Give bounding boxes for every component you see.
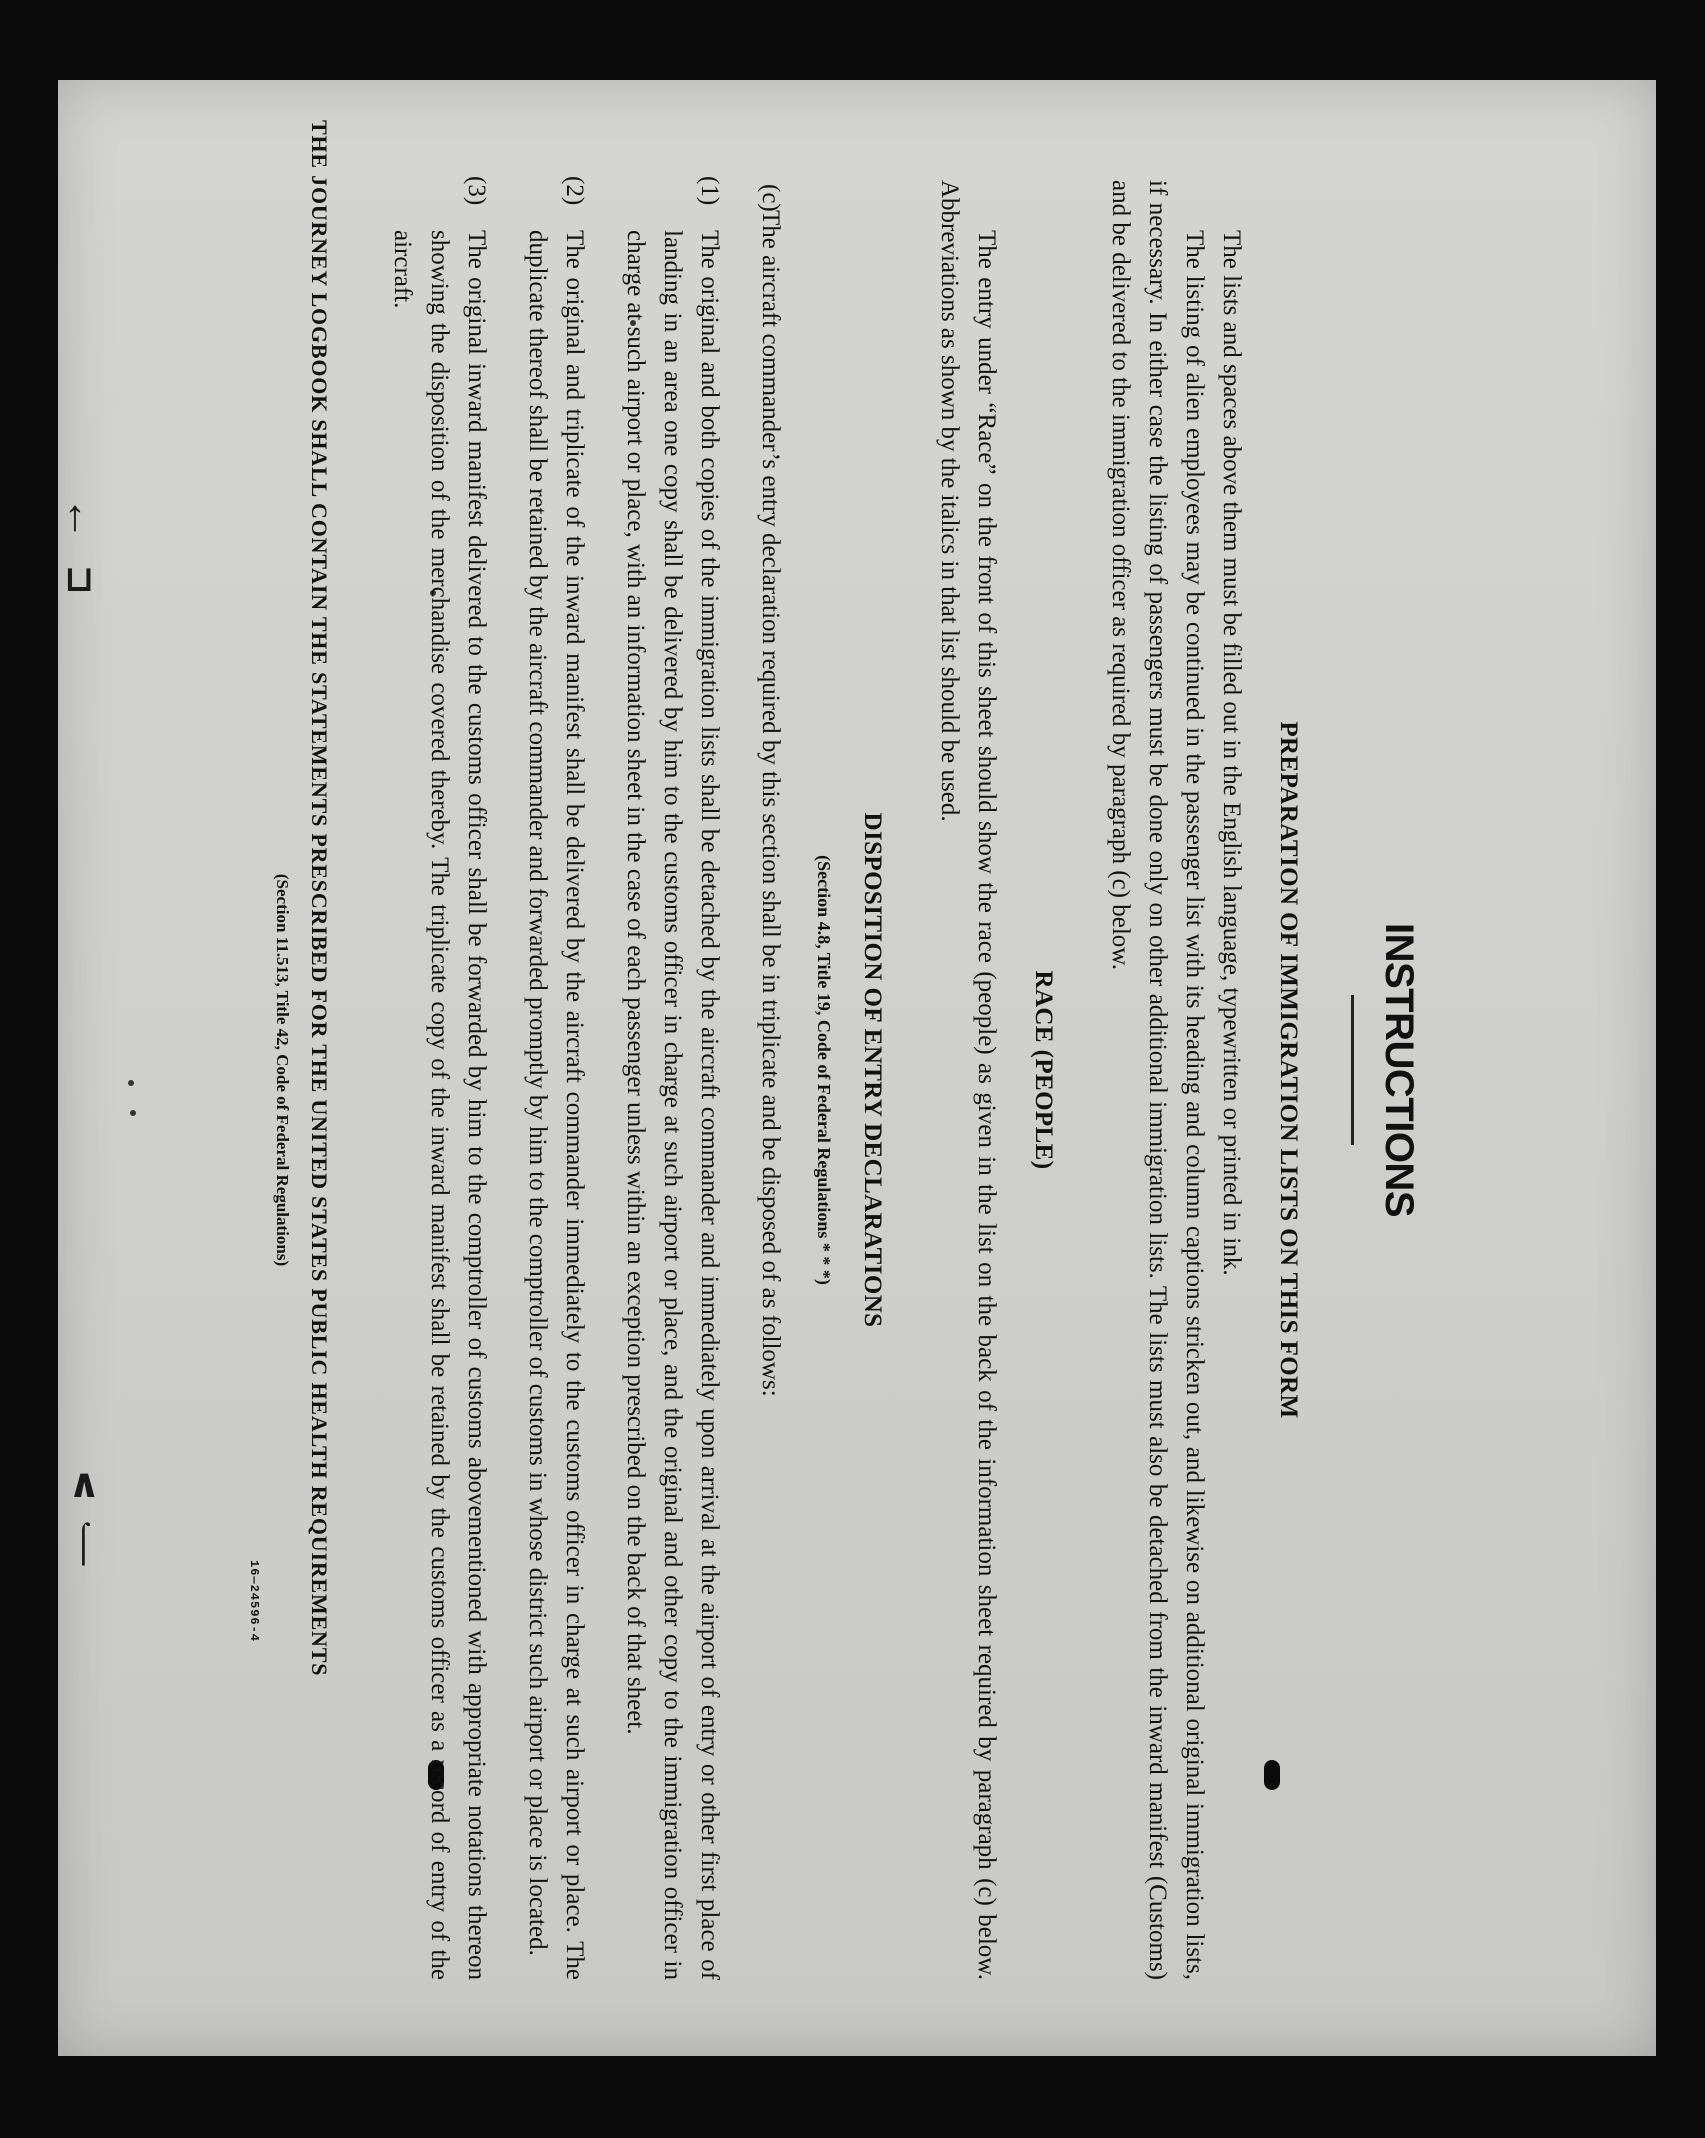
handwritten-mark: ↑ bbox=[64, 491, 86, 540]
rotated-content bbox=[177, 120, 1537, 2020]
preparation-paragraph-1: The lists and spaces above them must be filled out in the English language, typewritten or printed in ink. bbox=[1218, 230, 1245, 1276]
list-item bbox=[519, 120, 593, 1980]
paragraph-c-text: The aircraft commander’s entry declaration required by this section shall be in triplicate and be disposed of as follows: bbox=[757, 210, 784, 1397]
handwritten-mark: ∧ bbox=[68, 1461, 101, 1506]
handwritten-mark: ⌠ bbox=[72, 1521, 95, 1563]
list-item-number: (1) bbox=[696, 176, 723, 206]
form-number: 16—24596-4 bbox=[247, 1560, 261, 1643]
list-item-text: The original and both copies of the immigration lists shall be detached by the aircraft commander and immediately upon arrival at the airport of entry or other first place of landing in an area one copy shall be delivered by him to the customs officer in charge at such airport or place, and the original and other copy to the immigration officer in charge at such airport or place, with an information sheet in the case of each passenger unless within an exception prescribed on the back of that sheet. bbox=[622, 230, 723, 1980]
footer-statement: THE JOURNEY LOGBOOK SHALL CONTAIN THE STATEMENTS PRESCRIBED FOR THE UNITED STATES PUBLIC HEALTH REQUIREMENTS bbox=[307, 120, 332, 1677]
list-item-number: (3) bbox=[463, 176, 490, 206]
paragraph-c bbox=[752, 120, 789, 1980]
section-heading-preparation: PREPARATION OF IMMIGRATION LISTS ON THIS FORM bbox=[1275, 721, 1302, 1419]
list-item-text: The original inward manifest delivered to the customs officer shall be forwarded by him to the comptroller of customs abovementioned with appropriate notations thereon showing the disposition of the merchandise covered thereby. The triplicate copy of the inward manifest shall be retained by the customs officer as a record of entry of the aircraft. bbox=[389, 230, 490, 1980]
section-heading-disposition: DISPOSITION OF ENTRY DECLARATIONS bbox=[859, 812, 886, 1328]
list-item bbox=[384, 120, 495, 1980]
section-heading-race: RACE (PEOPLE) bbox=[1030, 970, 1057, 1170]
preparation-paragraph-2: The listing of alien employees may be continued in the passenger list with its heading and column captions stricken out, and likewise on additional original immigration lists, if necessary. In either case the listing of passengers must be done only on other additional immigration lists. The lists must also be detached from the inward manifest (Customs) and be delivered to the immigration officer as required by paragraph (c) below. bbox=[1107, 180, 1208, 1980]
list-item-text: The original and triplicate of the inward manifest shall be delivered by the aircraft commander immediately to the customs officer in charge at such airport or place. The duplicate thereof shall be retained by the aircraft commander and forwarded promptly by him to the comptroller of customs in whose district such airport or place is located. bbox=[524, 230, 588, 1980]
handwritten-mark: ⊔ bbox=[64, 559, 95, 599]
scan-dot bbox=[130, 1110, 136, 1116]
race-paragraph: The entry under “Race” on the front of this sheet should show the race (people) as given in the list on the back of the information sheet required by paragraph (c) below. Abbreviations as shown by the italics in that list should be used. bbox=[936, 180, 1000, 1980]
footer-citation: (Section 11.513, Title 42, Code of Federal Regulations) bbox=[273, 873, 292, 1267]
page-title: INSTRUCTIONS bbox=[1377, 923, 1421, 1217]
title-divider bbox=[1351, 995, 1354, 1145]
list-item-number: (2) bbox=[561, 176, 588, 206]
paragraph-c-label: (c) bbox=[757, 184, 784, 212]
disposition-subheading: (Section 4.8, Title 19, Code of Federal Regulations * * *) bbox=[814, 855, 834, 1285]
scan-dot bbox=[128, 1080, 134, 1086]
list-item bbox=[617, 120, 728, 1980]
